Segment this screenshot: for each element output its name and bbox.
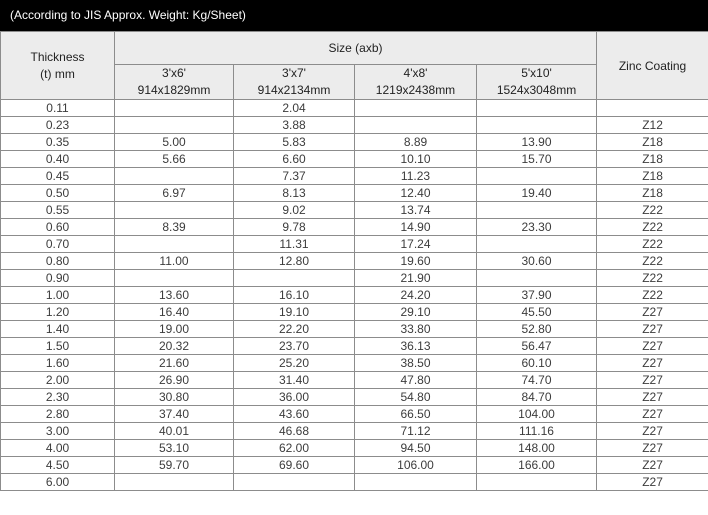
table-row	[1, 457, 708, 474]
thickness-cell: 0.70	[1, 236, 115, 253]
weight-cell: 25.20	[234, 355, 355, 372]
size-column-header	[115, 65, 234, 100]
weight-cell	[115, 202, 234, 219]
weight-cell: 9.02	[234, 202, 355, 219]
weight-cell: 66.50	[355, 406, 477, 423]
weight-cell: 45.50	[477, 304, 597, 321]
weight-cell: 53.10	[115, 440, 234, 457]
weight-cell: 9.78	[234, 219, 355, 236]
weight-cell: 8.89	[355, 134, 477, 151]
table-row	[1, 100, 708, 117]
thickness-cell: 0.23	[1, 117, 115, 134]
weight-cell: 12.40	[355, 185, 477, 202]
weight-cell: 8.13	[234, 185, 355, 202]
thickness-cell: 0.55	[1, 202, 115, 219]
weight-cell	[477, 270, 597, 287]
weight-cell: 29.10	[355, 304, 477, 321]
weight-cell: 148.00	[477, 440, 597, 457]
table-caption: (According to JIS Approx. Weight: Kg/Sheet)	[0, 0, 708, 31]
weight-cell: 13.60	[115, 287, 234, 304]
weight-cell: 47.80	[355, 372, 477, 389]
weight-cell: 21.60	[115, 355, 234, 372]
weight-cell	[477, 117, 597, 134]
weight-cell: 11.23	[355, 168, 477, 185]
table-row	[1, 219, 708, 236]
table-row	[1, 355, 708, 372]
weight-cell: 5.66	[115, 151, 234, 168]
thickness-cell: 0.80	[1, 253, 115, 270]
table-body	[1, 100, 708, 491]
zinc-cell	[597, 100, 708, 117]
thickness-cell: 0.40	[1, 151, 115, 168]
thickness-cell: 1.20	[1, 304, 115, 321]
weight-cell: 17.24	[355, 236, 477, 253]
weight-cell: 106.00	[355, 457, 477, 474]
thickness-header	[1, 32, 115, 100]
table-row	[1, 423, 708, 440]
weight-cell	[355, 100, 477, 117]
table-row	[1, 304, 708, 321]
weight-cell	[115, 117, 234, 134]
weight-cell: 21.90	[355, 270, 477, 287]
size-name: 3'x6'	[162, 66, 186, 80]
thickness-cell: 0.50	[1, 185, 115, 202]
thickness-cell: 0.60	[1, 219, 115, 236]
weight-cell	[477, 168, 597, 185]
size-mm: 1524x3048mm	[496, 83, 577, 97]
weight-cell: 19.60	[355, 253, 477, 270]
weight-cell: 13.90	[477, 134, 597, 151]
size-name: 5'x10'	[521, 66, 552, 80]
weight-cell: 60.10	[477, 355, 597, 372]
zinc-cell: Z27	[597, 457, 708, 474]
weight-cell: 54.80	[355, 389, 477, 406]
thickness-cell: 1.60	[1, 355, 115, 372]
weight-cell	[355, 474, 477, 491]
table-row	[1, 253, 708, 270]
zinc-cell: Z27	[597, 406, 708, 423]
weight-cell: 31.40	[234, 372, 355, 389]
table-row	[1, 406, 708, 423]
weight-cell: 62.00	[234, 440, 355, 457]
weight-cell: 11.31	[234, 236, 355, 253]
thickness-cell: 2.80	[1, 406, 115, 423]
thickness-cell: 1.00	[1, 287, 115, 304]
weight-cell: 5.83	[234, 134, 355, 151]
size-column-header	[355, 65, 477, 100]
weight-cell: 30.80	[115, 389, 234, 406]
weight-cell: 40.01	[115, 423, 234, 440]
weight-cell: 84.70	[477, 389, 597, 406]
weight-cell: 52.80	[477, 321, 597, 338]
thickness-cell: 0.11	[1, 100, 115, 117]
weight-cell	[115, 168, 234, 185]
table-row	[1, 185, 708, 202]
weight-cell: 19.10	[234, 304, 355, 321]
weight-cell: 6.60	[234, 151, 355, 168]
weight-cell	[477, 236, 597, 253]
weight-cell: 19.40	[477, 185, 597, 202]
zinc-cell: Z22	[597, 202, 708, 219]
zinc-cell: Z22	[597, 270, 708, 287]
table-row	[1, 372, 708, 389]
table-row	[1, 151, 708, 168]
size-mm: 914x2134mm	[257, 83, 331, 97]
thickness-cell: 4.00	[1, 440, 115, 457]
thickness-cell: 1.50	[1, 338, 115, 355]
weight-cell: 15.70	[477, 151, 597, 168]
weight-cell: 10.10	[355, 151, 477, 168]
weight-cell: 30.60	[477, 253, 597, 270]
zinc-cell: Z27	[597, 321, 708, 338]
zinc-cell: Z27	[597, 304, 708, 321]
weight-cell	[234, 270, 355, 287]
zinc-cell: Z22	[597, 287, 708, 304]
zinc-cell: Z27	[597, 474, 708, 491]
table-row	[1, 270, 708, 287]
weight-cell: 20.32	[115, 338, 234, 355]
table-row	[1, 202, 708, 219]
weight-cell: 11.00	[115, 253, 234, 270]
thickness-header-line2: (t) mm	[40, 66, 75, 81]
zinc-cell: Z22	[597, 253, 708, 270]
weight-cell: 94.50	[355, 440, 477, 457]
zinc-cell: Z12	[597, 117, 708, 134]
thickness-header-line1: Thickness	[30, 49, 85, 64]
zinc-cell: Z27	[597, 440, 708, 457]
weight-cell: 37.90	[477, 287, 597, 304]
weight-cell: 24.20	[355, 287, 477, 304]
size-column-header	[234, 65, 355, 100]
weight-cell: 12.80	[234, 253, 355, 270]
weight-cell: 23.30	[477, 219, 597, 236]
weight-cell: 5.00	[115, 134, 234, 151]
weight-cell: 36.13	[355, 338, 477, 355]
weight-cell	[234, 474, 355, 491]
weight-cell: 69.60	[234, 457, 355, 474]
table-row	[1, 474, 708, 491]
thickness-cell: 6.00	[1, 474, 115, 491]
table-row	[1, 338, 708, 355]
weight-cell: 13.74	[355, 202, 477, 219]
size-column-header	[477, 65, 597, 100]
thickness-cell: 0.35	[1, 134, 115, 151]
weight-cell: 33.80	[355, 321, 477, 338]
weight-cell	[477, 202, 597, 219]
zinc-cell: Z18	[597, 151, 708, 168]
weight-cell: 111.16	[477, 423, 597, 440]
weight-cell: 3.88	[234, 117, 355, 134]
table-row	[1, 321, 708, 338]
weight-cell: 36.00	[234, 389, 355, 406]
thickness-cell: 0.45	[1, 168, 115, 185]
weight-cell: 2.04	[234, 100, 355, 117]
weight-cell: 38.50	[355, 355, 477, 372]
weight-cell: 74.70	[477, 372, 597, 389]
weight-cell	[477, 474, 597, 491]
weight-cell: 37.40	[115, 406, 234, 423]
weight-cell: 16.10	[234, 287, 355, 304]
weight-cell: 59.70	[115, 457, 234, 474]
weight-cell: 6.97	[115, 185, 234, 202]
zinc-cell: Z18	[597, 185, 708, 202]
weight-cell: 8.39	[115, 219, 234, 236]
size-name: 4'x8'	[403, 66, 428, 80]
zinc-cell: Z27	[597, 423, 708, 440]
table-row	[1, 440, 708, 457]
thickness-cell: 2.30	[1, 389, 115, 406]
weight-cell	[355, 117, 477, 134]
table-row	[1, 287, 708, 304]
table-row	[1, 168, 708, 185]
weight-cell: 46.68	[234, 423, 355, 440]
weight-cell: 166.00	[477, 457, 597, 474]
weight-cell	[115, 100, 234, 117]
weight-cell	[477, 100, 597, 117]
zinc-cell: Z22	[597, 219, 708, 236]
zinc-cell: Z27	[597, 355, 708, 372]
zinc-cell: Z27	[597, 372, 708, 389]
weight-cell: 7.37	[234, 168, 355, 185]
size-header: Size (axb)	[115, 32, 597, 65]
weight-cell	[115, 236, 234, 253]
weight-cell: 43.60	[234, 406, 355, 423]
weight-cell: 26.90	[115, 372, 234, 389]
zinc-coating-header: Zinc Coating	[597, 32, 708, 100]
weight-cell	[115, 270, 234, 287]
zinc-cell: Z18	[597, 168, 708, 185]
weight-cell: 23.70	[234, 338, 355, 355]
table-row	[1, 389, 708, 406]
weight-cell: 16.40	[115, 304, 234, 321]
weight-cell: 14.90	[355, 219, 477, 236]
size-mm: 1219x2438mm	[375, 83, 456, 97]
table-row	[1, 134, 708, 151]
size-name: 3'x7'	[282, 66, 306, 80]
weight-cell: 104.00	[477, 406, 597, 423]
weight-cell: 19.00	[115, 321, 234, 338]
thickness-cell: 3.00	[1, 423, 115, 440]
weight-cell: 71.12	[355, 423, 477, 440]
weight-cell	[115, 474, 234, 491]
thickness-cell: 1.40	[1, 321, 115, 338]
thickness-cell: 0.90	[1, 270, 115, 287]
zinc-cell: Z27	[597, 338, 708, 355]
size-mm: 914x1829mm	[137, 83, 211, 97]
weight-cell: 22.20	[234, 321, 355, 338]
thickness-cell: 4.50	[1, 457, 115, 474]
table-row	[1, 117, 708, 134]
table-row	[1, 236, 708, 253]
thickness-cell: 2.00	[1, 372, 115, 389]
zinc-cell: Z18	[597, 134, 708, 151]
zinc-cell: Z22	[597, 236, 708, 253]
weight-table	[0, 31, 708, 491]
weight-cell: 56.47	[477, 338, 597, 355]
zinc-cell: Z27	[597, 389, 708, 406]
